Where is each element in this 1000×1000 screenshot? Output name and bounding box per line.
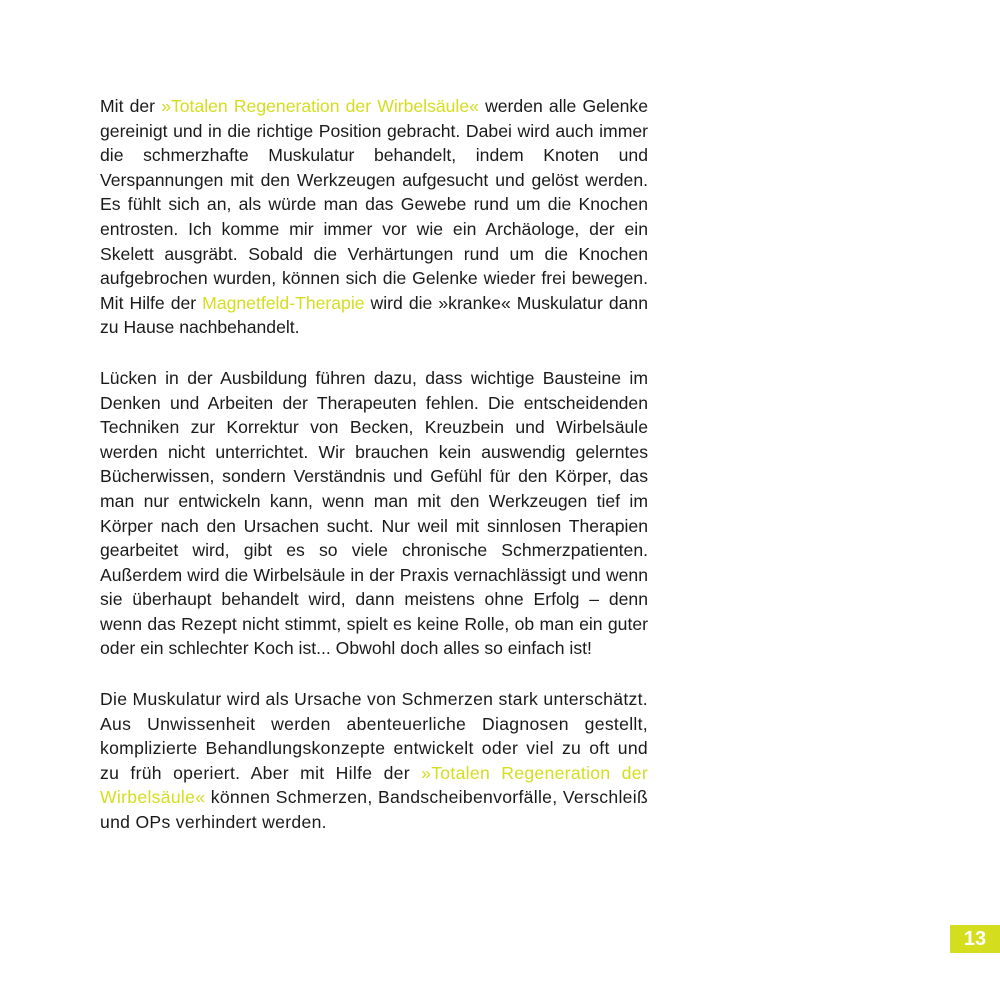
highlight-totale-regeneration: »Totalen Regeneration der Wirbelsäule« (161, 96, 479, 116)
highlight-totale-regeneration-2: »Totalen Regeneration der Wirbelsäule« (100, 762, 648, 808)
paragraph-3 (100, 687, 648, 835)
highlight-magnetfeld-therapie: Magnetfeld-Therapie (202, 292, 365, 313)
paragraph-2: Lücken in der Ausbildung führen dazu, dass wichtige Bausteine im Denken und Arbeiten der Therapeuten fehlen. Die entscheidenden Techniken zur Korrektur von Becken, Kreuzbein und Wirbelsäule werden nicht unterrichtet. Wir brauchen kein auswendig gelerntes Bücherwissen, sondern Verständnis und Gefühl für den Körper, das man nur entwickeln kann, wenn man mit den Werkzeugen tief im Körper nach den Ursachen sucht. Nur weil mit sinnlosen Therapien gearbeitet wird, gibt es so viele chronische Schmerzpatienten. Außerdem wird die Wirbelsäule in der Praxis vernachlässigt und wenn sie überhaupt behandelt wird, dann meistens ohne Erfolg – denn wenn das Rezept nicht stimmt, spielt es keine Rolle, ob man ein guter oder ein schlechter Koch ist... Obwohl doch alles so einfach ist! (100, 367, 648, 659)
paragraph-1 (100, 94, 648, 340)
paragraph-3-text-b: können Schmerzen, Bandscheibenvorfälle, Verschleiß und OPs verhindert werden. (100, 787, 648, 833)
body-text (100, 94, 648, 861)
paragraph-1-text-b: werden alle Gelenke gereinigt und in die richtige Position gebracht. Dabei wird auch immer die schmerzhafte Muskulatur behandelt, indem Knoten und Verspannungen mit den Werkzeugen aufgesucht und gelöst werden. Es fühlt sich an, als würde man das Gewebe rund um die Knochen entrosten. Ich komme mir immer vor wie ein Archäologe, der ein Skelett ausgräbt. Sobald die Verhärtungen rund um die Knochen aufgebrochen wurden, können sich die Gelenke wieder frei bewegen. Mit Hilfe der (100, 96, 648, 313)
page-number-badge: 13 (950, 925, 1000, 953)
paragraph-1-text-c: wird die »kranke« Muskulatur dann zu Hause nachbehandelt. (100, 292, 648, 338)
paragraph-3-text-a: Die Muskulatur wird als Ursache von Schmerzen stark unterschätzt. Aus Unwissenheit werden abenteuerliche Diagnosen gestellt, komplizierte Behandlungskonzepte entwickelt oder viel zu oft und zu früh operiert. Aber mit Hilfe der (100, 689, 648, 783)
paragraph-1-text-a: Mit der (100, 96, 162, 116)
